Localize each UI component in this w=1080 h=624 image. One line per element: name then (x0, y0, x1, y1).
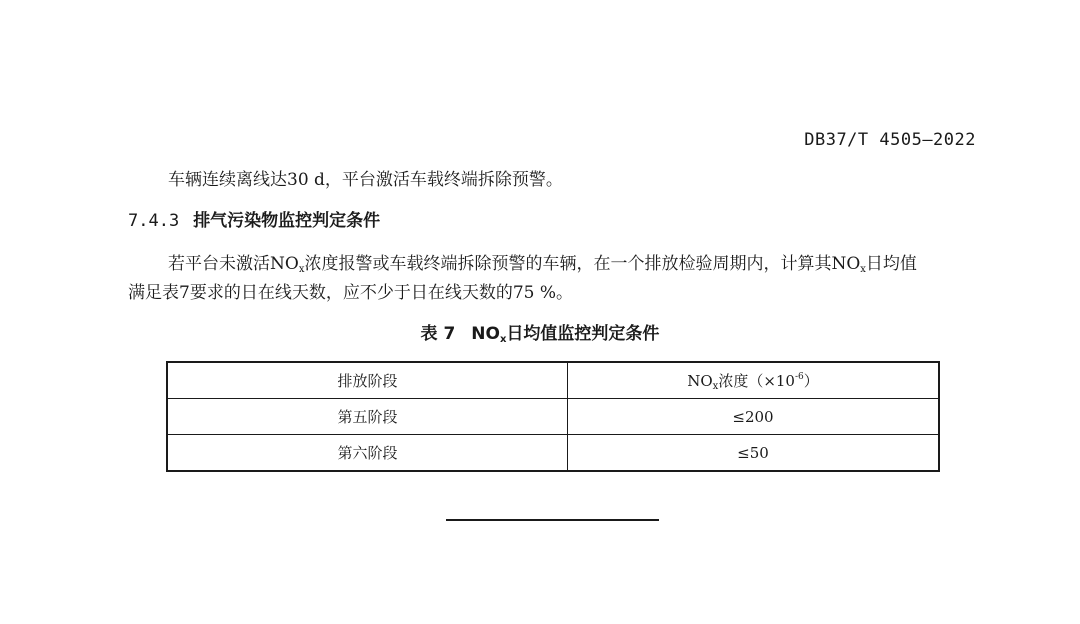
paragraph-monitoring-line2: 满足表7要求的日在线天数，应不少于日在线天数的75 %。 (128, 283, 574, 303)
paragraph-text: 浓度报警或车载终端拆除预警的车辆，在一个排放检验周期内，计算其NO (304, 254, 861, 274)
table-row (167, 435, 939, 472)
paragraph-text: 若平台未激活NO (168, 254, 299, 274)
nox-limits-table (166, 361, 940, 472)
header-exponent: -6 (794, 371, 804, 382)
section-title: 排气污染物监控判定条件 (193, 211, 381, 231)
header-subscript-x: x (712, 380, 719, 392)
caption-subscript-x: x (499, 334, 507, 345)
caption-title: 日均值监控判定条件 (506, 324, 660, 344)
subscript-x: x (298, 264, 305, 275)
header-stage: 排放阶段 (167, 362, 568, 399)
caption-nox: NO (471, 324, 500, 344)
limit-cell: ≤200 (568, 399, 940, 435)
standard-number: DB37/T 4505—2022 (804, 130, 976, 150)
table-number: 表 7 (420, 324, 456, 344)
stage-cell: 第六阶段 (167, 435, 568, 472)
table-caption (0, 319, 1080, 345)
table-header-row (167, 362, 939, 399)
header-unit: 浓度（×10 (718, 371, 795, 390)
stage-cell: 第五阶段 (167, 399, 568, 435)
paragraph-offline-warning: 车辆连续离线达30 d，平台激活车载终端拆除预警。 (168, 170, 563, 190)
subscript-x: x (860, 264, 866, 275)
header-concentration (568, 362, 940, 399)
table-row (167, 399, 939, 435)
header-paren-close: ） (803, 371, 819, 390)
end-of-document-rule (446, 519, 659, 521)
paragraph-text: 日均值 (865, 254, 917, 274)
limit-cell: ≤50 (568, 435, 940, 472)
section-heading (128, 206, 380, 231)
section-number: 7.4.3 (128, 211, 180, 231)
header-nox: NO (687, 371, 713, 390)
